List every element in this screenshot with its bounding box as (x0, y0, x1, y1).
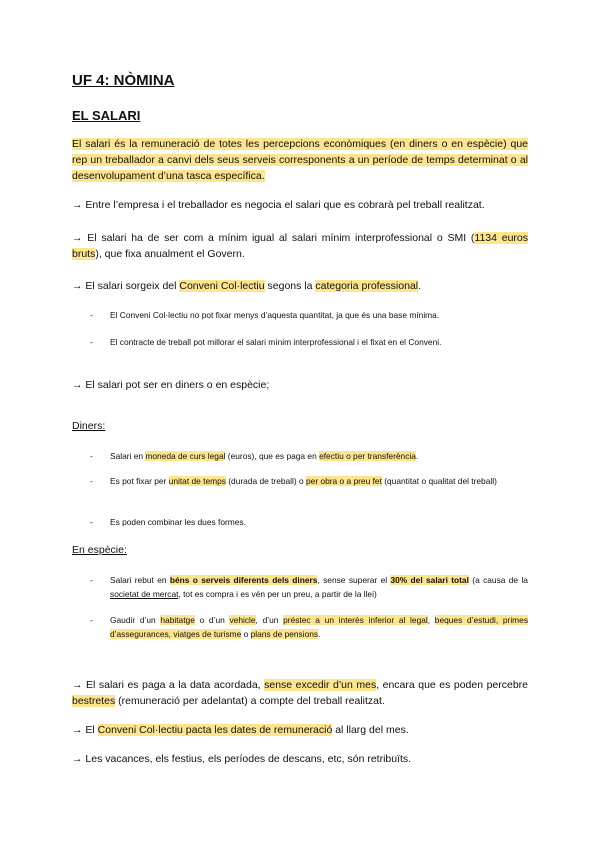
heading-especie: En espècie: (72, 544, 127, 556)
month-limit-highlight: sense excedir d’un mes (264, 679, 377, 691)
list-item: - Es pot fixar per unitat de temps (durada de treball) o per obra o a preu fet (quantitat o qualitat del treball) (90, 476, 497, 486)
paragraph-holidays: → Les vacances, els festius, els períodes de descans, etc, són retribuïts. (72, 753, 412, 765)
intro-highlight: El salari és la remuneració de totes les percepcions econòmiques (en diners o en espècie) que rep un treballador a canvi dels seus serveis corresponents a un període de temps determinat o al desenvolupament d’una tasca específica. (72, 138, 528, 182)
paragraph-conveni: → El salari sorgeix del Conveni Col·lectiu segons la categoria professional. (72, 280, 422, 292)
intro-paragraph (72, 136, 528, 184)
smi-amount-highlight: 1134 euros bruts (72, 232, 528, 260)
list-item: - El Conveni Col·lectiu no pot fixar menys d’aquesta quantitat, ja que és una base mínima. (90, 310, 440, 320)
list-item: - Es poden combinar les dues formes. (90, 517, 246, 527)
paragraph-smi: → El salari ha de ser com a mínim igual al salari mínim interprofessional o SMI (1134 euros bruts), que fixa anualment el Govern. (72, 232, 528, 260)
paragraph-payment-date: → El salari es paga a la data acordada, sense excedir d’un mes, encara que es poden percebre bestretes (remuneració per adelantat) a compte del treball realitzat. (72, 679, 529, 707)
list-item: - El contracte de treball pot millorar el salari mínim interprofessional i el fixat en el Conveni. (90, 337, 442, 347)
heading-diners: Diners: (72, 420, 106, 432)
page-title: UF 4: NÒMINA (72, 72, 175, 89)
paragraph-remuneration-dates: → El Conveni Col·lectiu pacta les dates de remuneració al llarg del mes. (72, 724, 409, 736)
bestretes-highlight: bestretes (72, 695, 116, 707)
list-item: - Salari rebut en béns o serveis diferents dels diners, sense superar el 30% del salari total (a causa de la societat de mercat, tot es compra i es vén per un preu, a partir de la llei) (90, 575, 528, 599)
categoria-highlight: categoria professional (315, 280, 419, 292)
list-item: - Gaudir d’un habitatge o d’un vehicle, d’un préstec a un interès inferior al legal, beques d’estudi, primes d’assegurances, viatges de turisme o plans de pensions. (90, 615, 529, 639)
dates-highlight: Conveni Col·lectiu pacta les dates de remuneració (97, 724, 333, 736)
paragraph-negotiation: → Entre l’empresa i el treballador es negocia el salari que es cobrarà pel treball realitzat. (72, 199, 485, 211)
conveni-highlight: Conveni Col·lectiu (179, 280, 265, 292)
list-item: - Salari en moneda de curs legal (euros), que es paga en efectiu o per transferència. (90, 451, 419, 461)
section-title: EL SALARI (72, 108, 141, 123)
paragraph-forms: → El salari pot ser en diners o en espècie; (72, 379, 270, 391)
